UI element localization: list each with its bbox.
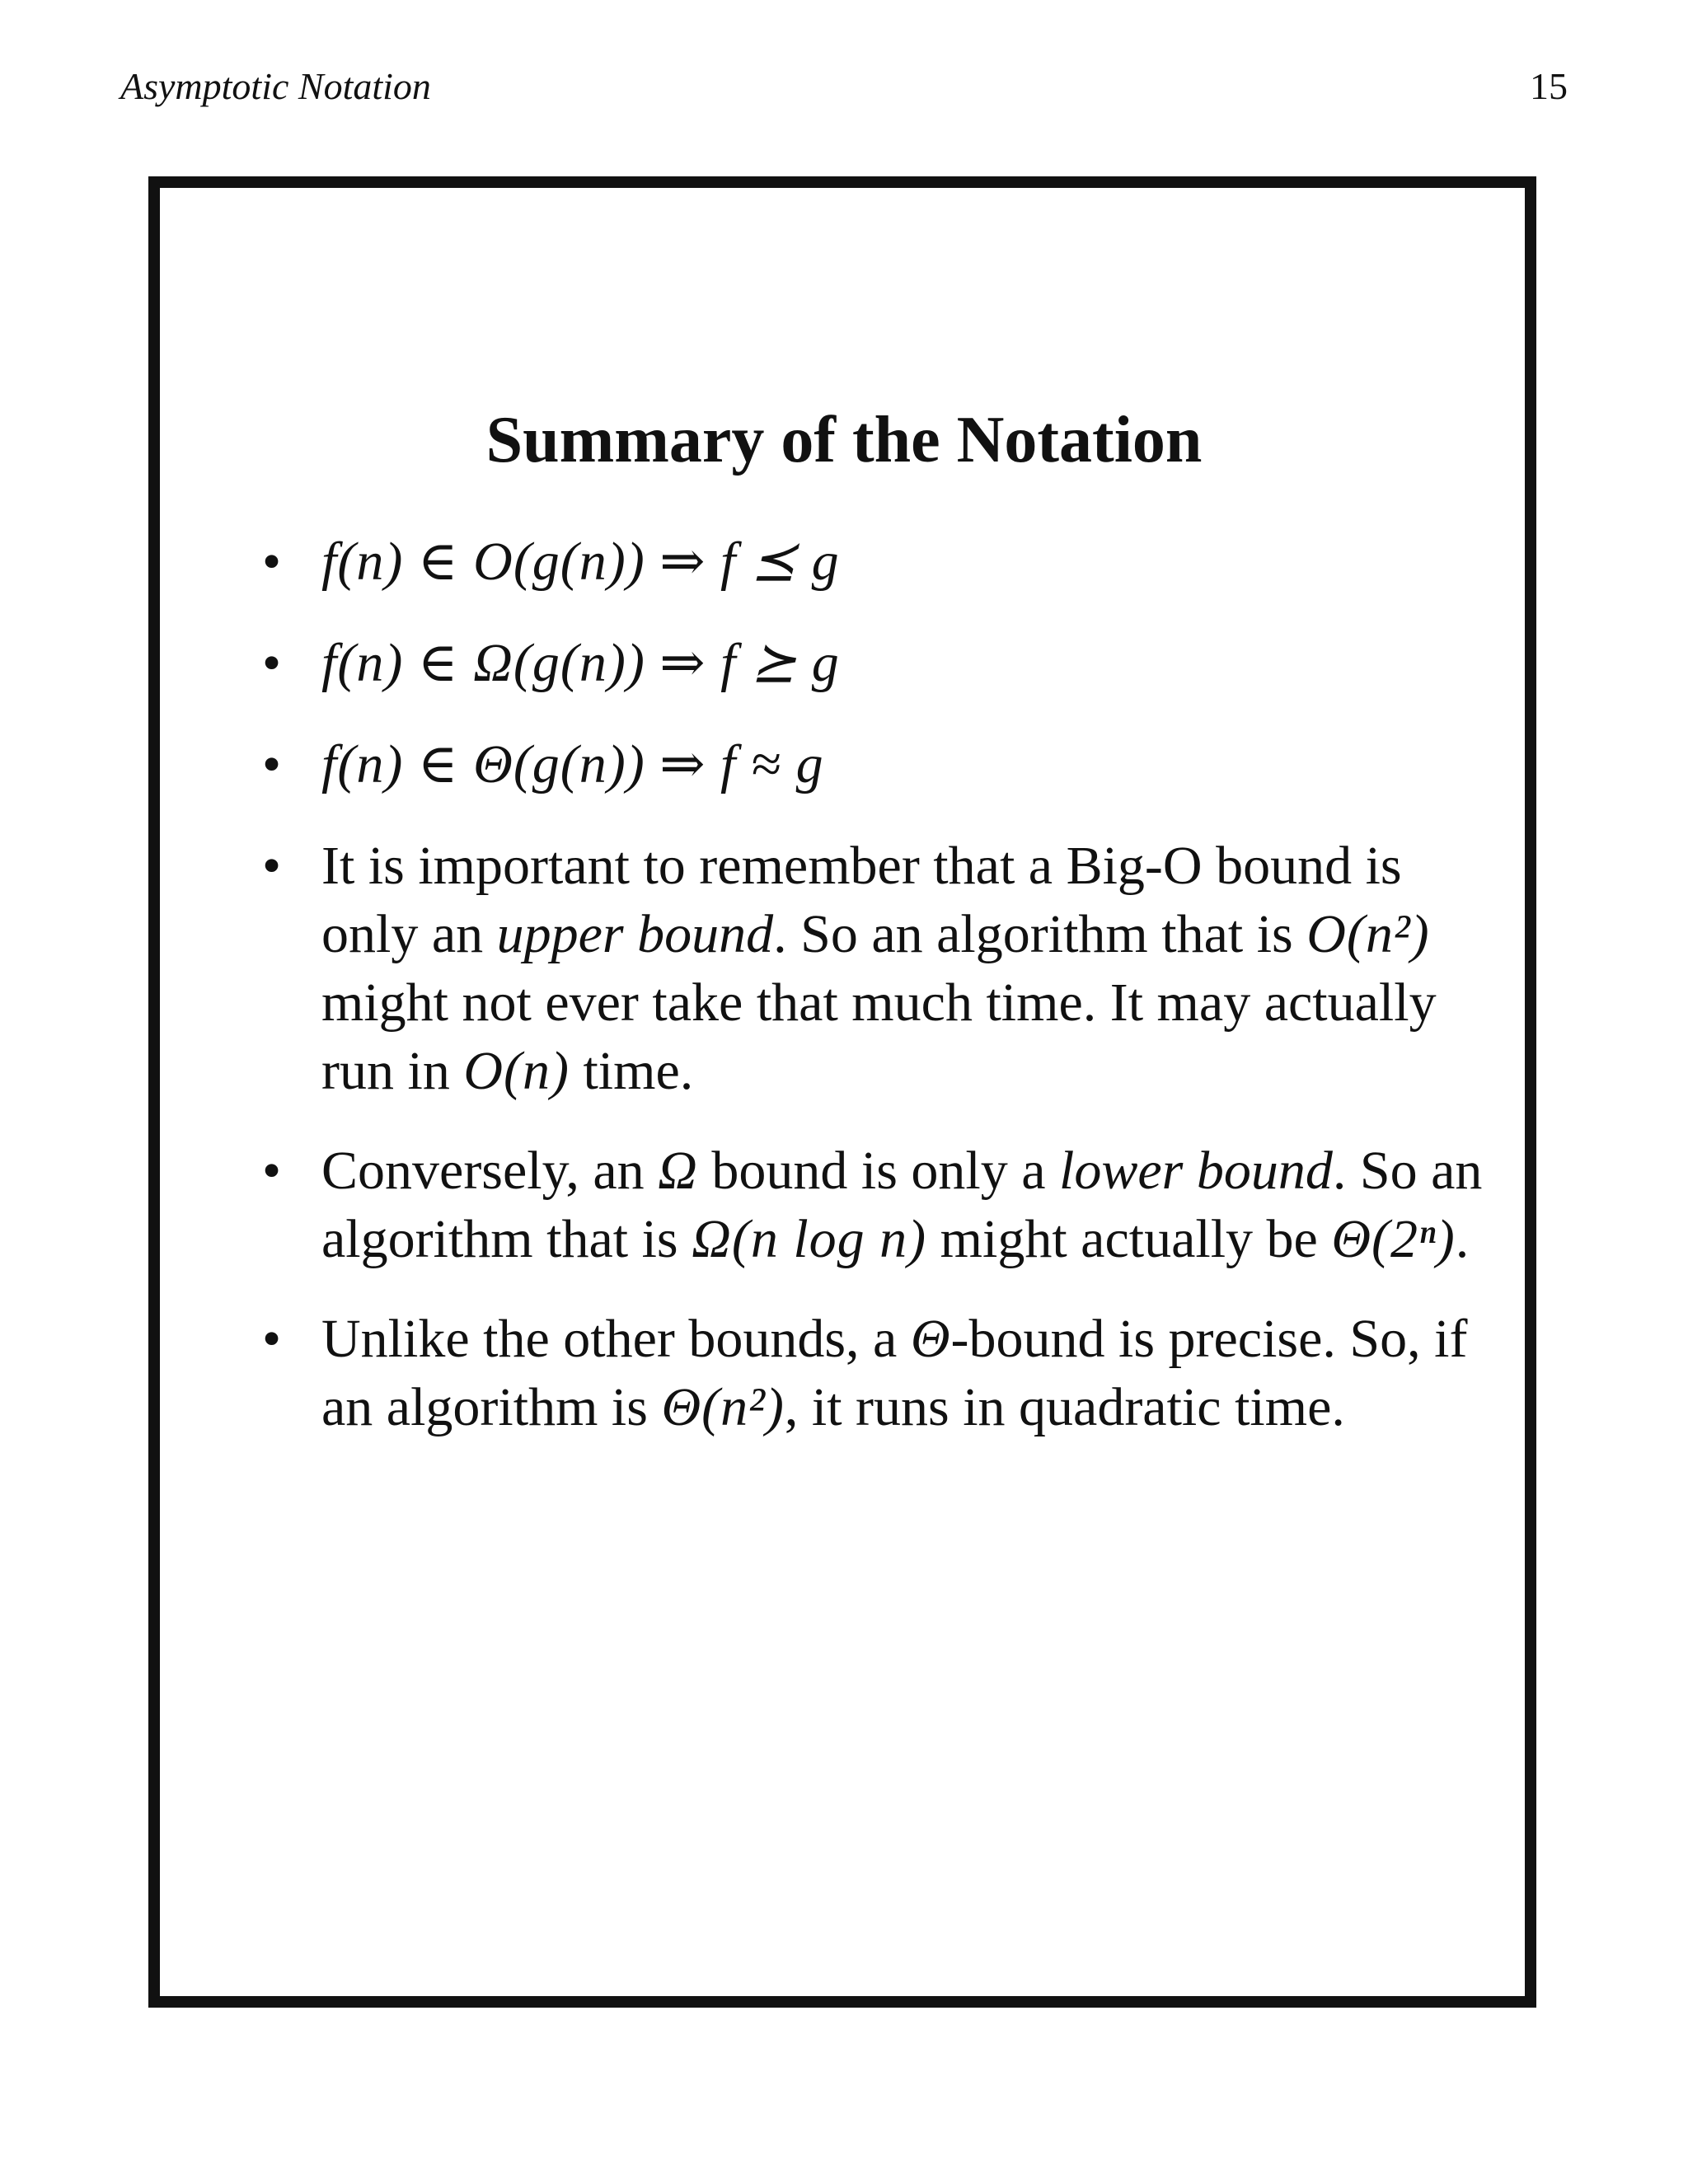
bullet-dot: • xyxy=(262,633,282,693)
bullet-big-o-explanation xyxy=(262,832,1492,1105)
text-segment: , it runs in quadratic time. xyxy=(784,1377,1345,1437)
text-segment: . So an algorithm that is xyxy=(773,904,1307,964)
slide-title: Summary of the Notation xyxy=(485,404,1203,476)
math-o-n-squared: O(n²) xyxy=(1306,904,1430,964)
bullet-dot: • xyxy=(262,1141,282,1201)
math-omega-symbol: Ω xyxy=(658,1141,698,1201)
math-theta-n-squared: Θ(n²) xyxy=(661,1377,785,1437)
bullet-theta-formula xyxy=(262,730,1492,799)
text-segment: . So an algorithm that is xyxy=(321,1141,1483,1269)
omega-formula: f(n) ∈ Ω(g(n)) ⇒ f ⪰ g xyxy=(321,633,840,693)
bullet-dot: • xyxy=(262,532,282,592)
big-o-formula: f(n) ∈ O(g(n)) ⇒ f ⪯ g xyxy=(321,532,840,592)
text-segment: It is important to remember that a Big-O bound is only an xyxy=(321,836,1402,964)
page-number: 15 xyxy=(1530,65,1568,107)
text-segment: . xyxy=(1455,1209,1470,1269)
bullet-dot: • xyxy=(262,836,282,896)
text-segment: might not ever take that much time. It may actually run in xyxy=(321,972,1437,1101)
math-theta-symbol: Θ xyxy=(910,1309,951,1369)
bullet-list xyxy=(262,527,1492,1473)
text-segment: -bound is precise. So, if an algorithm is xyxy=(321,1309,1468,1437)
bullet-omega-formula xyxy=(262,629,1492,697)
running-head-title: Asymptotic Notation xyxy=(120,65,431,107)
emphasis-upper-bound: upper bound xyxy=(496,904,774,964)
text-segment: bound is only a xyxy=(697,1141,1060,1201)
theta-formula: f(n) ∈ Θ(g(n)) ⇒ f ≈ g xyxy=(321,734,824,794)
emphasis-lower-bound: lower bound xyxy=(1059,1141,1333,1201)
text-segment: Unlike the other bounds, a xyxy=(321,1309,911,1369)
math-omega-n-log-n: Ω(n log n) xyxy=(692,1209,927,1269)
text-segment: time. xyxy=(569,1041,694,1101)
bullet-big-o-formula xyxy=(262,527,1492,596)
math-o-n: O(n) xyxy=(463,1041,570,1101)
bullet-dot: • xyxy=(262,1309,282,1369)
bullet-omega-explanation xyxy=(262,1137,1492,1273)
text-segment: Conversely, an xyxy=(321,1141,659,1201)
bullet-dot: • xyxy=(262,734,282,794)
bullet-theta-explanation xyxy=(262,1305,1492,1441)
text-segment: might actually be xyxy=(926,1209,1332,1269)
math-theta-two-to-n: Θ(2ⁿ) xyxy=(1331,1209,1456,1269)
